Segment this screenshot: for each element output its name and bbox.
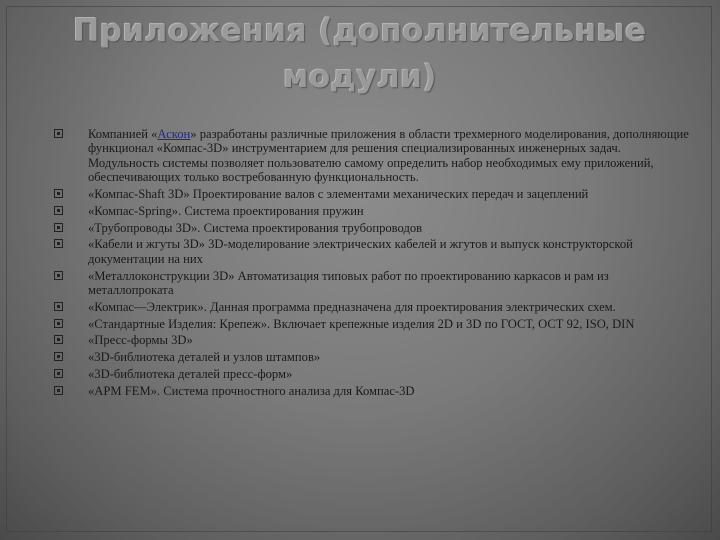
list-item — [52, 350, 692, 364]
slide-title-line-1: Приложения (дополнительные — [73, 13, 647, 49]
list-item — [52, 384, 692, 398]
intro-text-prefix: Компанией « — [88, 127, 158, 141]
list-item — [52, 367, 692, 381]
list-item-text: «Пресс-формы 3D» — [88, 333, 193, 348]
square-bullet-icon — [54, 223, 63, 232]
square-bullet-icon — [54, 335, 63, 344]
square-bullet-icon — [54, 239, 63, 248]
list-item — [52, 221, 692, 235]
slide-title — [40, 8, 680, 100]
square-bullet-icon — [54, 129, 63, 138]
list-item-text: «Компас-Spring». Система проектирования пружин — [88, 203, 364, 218]
list-item-text: «3D-библиотека деталей пресс-форм» — [88, 367, 293, 381]
square-bullet-icon — [54, 352, 63, 361]
list-item — [52, 237, 692, 266]
list-item-text: «Стандартные Изделия: Крепеж». Включает крепежные изделия 2D и 3D по ГОСТ, ОСТ 92, ISO, DIN — [88, 316, 635, 331]
list-item — [52, 187, 692, 201]
square-bullet-icon — [54, 206, 63, 215]
square-bullet-icon — [54, 189, 63, 198]
askon-link[interactable]: Аскон — [157, 127, 191, 141]
list-item — [52, 300, 692, 314]
list-item-text: «Кабели и жгуты 3D» 3D-моделирование электрических кабелей и жгутов и выпуск конструкторской документации на них — [88, 237, 633, 266]
list-item-text: «Компас-Shaft 3D» Проектирование валов с элементами механических передач и зацеплений — [88, 187, 589, 202]
list-item — [52, 317, 692, 331]
square-bullet-icon — [54, 386, 63, 395]
list-item — [52, 204, 692, 218]
slide-title-line-2: модули) — [283, 59, 437, 95]
list-item-text: «Металлоконструкции 3D» Автоматизация типовых работ по проектированию каркасов и рам из металлопроката — [88, 268, 609, 298]
intro-text-suffix: » разработаны различные приложения в области трехмерного моделирования, дополняющие функционал «Компас-3D» инструментарием для решения специализированных инженерных задач. Модульность системы позволяет пользователю самому определить набор необходимых ему приложений, обеспечивающих только востребованную функциональность. — [88, 127, 689, 185]
square-bullet-icon — [54, 271, 63, 280]
list-item — [52, 333, 692, 347]
list-item-text: «Трубопроводы 3D». Система проектирования трубопроводов — [88, 220, 423, 235]
square-bullet-icon — [54, 369, 63, 378]
list-item-intro — [52, 127, 692, 185]
list-item-text: «Компас—Электрик». Данная программа предназначена для проектирования электрических схем. — [88, 299, 616, 314]
list-item-text: «3D-библиотека деталей и узлов штампов» — [88, 350, 321, 365]
list-item — [52, 269, 692, 298]
square-bullet-icon — [54, 302, 63, 311]
square-bullet-icon — [54, 319, 63, 328]
bullet-list — [52, 127, 692, 401]
list-item-text: «APM FEM». Система прочностного анализа для Компас-3D — [88, 383, 415, 398]
